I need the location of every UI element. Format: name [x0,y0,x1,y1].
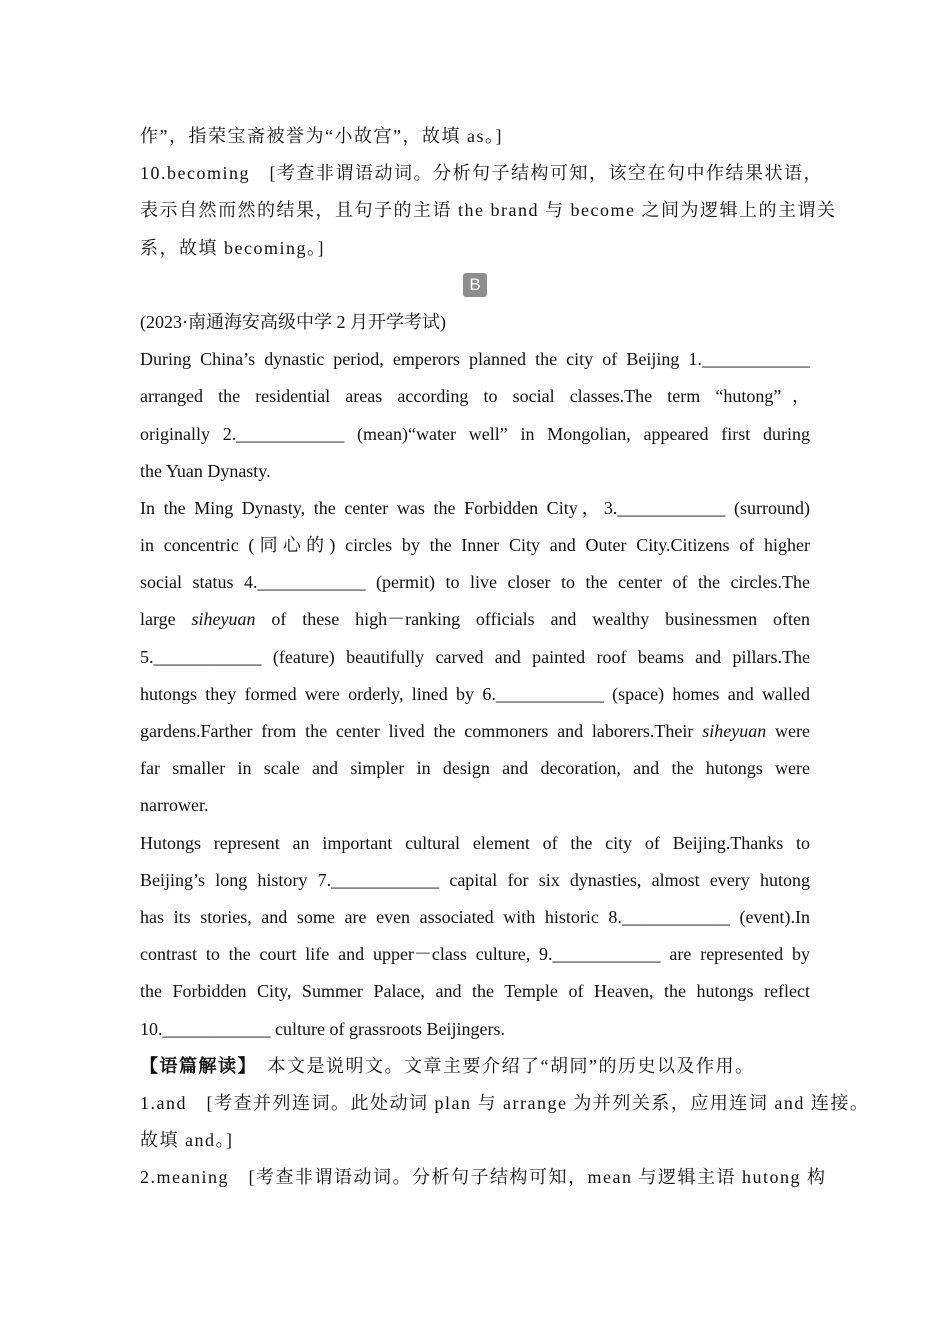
passage-line: has its stories, and some are even associated with historic 8.____________ (event).In [140,906,810,927]
passage-line: social status 4.____________ (permit) to live closer to the center of the circles.The [140,572,810,593]
passage-line: During China’s dynastic period, emperors planned the city of Beijing 1.____________ [140,349,810,370]
passage-text: were [766,721,810,741]
answer-1-line-2: 故填 and。] [140,1130,234,1151]
passage-line: the Yuan Dynasty. [140,460,271,481]
passage-line: far smaller in scale and simpler in design and decoration, and the hutongs were [140,758,810,779]
passage-line: contrast to the court life and upper－class culture, 9.____________ are represented by [140,944,810,965]
passage-line: Hutongs represent an important cultural element of the city of Beijing.Thanks to [140,832,810,853]
passage-line: in concentric (同心的) circles by the Inner City and Outer City.Citizens of higher [140,535,810,556]
answer-10-line-3: 系，故填 becoming。] [140,237,325,258]
passage-line: the Forbidden City, Summer Palace, and the Temple of Heaven, the hutongs reflect [140,981,810,1002]
italic-term: siheyuan [702,721,767,741]
passage-line [140,713,810,750]
passage-text: large [140,609,192,630]
answer-10-line-2: 表示自然而然的结果，且句子的主语 the brand 与 become 之间为逻辑上的主谓关 [140,200,837,221]
source-line: (2023·南通海安高级中学 2 月开学考试) [140,311,446,332]
passage [140,341,810,1048]
answer-1-line-1: 1.and [考查并列连词。此处动词 plan 与 arrange 为并列关系，应用连词 and 连接。 [140,1092,870,1113]
passage-line: hutongs they formed were orderly, lined by 6.____________ (space) homes and walled [140,683,810,704]
passage-line: In the Ming Dynasty, the center was the Forbidden City，3.____________ (surround) [140,497,810,518]
passage-line: Beijing’s long history 7.____________ capital for six dynasties, almost every hutong [140,869,810,890]
passage-line: 10.____________ culture of grassroots Beijingers. [140,1018,505,1039]
passage-line: narrower. [140,795,209,816]
passage-line: arranged the residential areas according to social classes.The term “hutong”， [140,386,810,407]
passage-line [140,601,810,638]
document-page [140,118,870,1196]
passage-line: originally 2.____________ (mean)“water well” in Mongolian, appeared first during [140,423,810,444]
passage-text: of these high－ranking officials and wealthy businessmen often [255,609,810,630]
passage-text: gardens.Farther from the center lived the commoners and laborers.Their [140,721,703,741]
prev-answer-line: 作”，指荣宝斋被誉为“小故宫”，故填 as。] [140,126,503,146]
answer-2-line-1: 2.meaning [考查非谓语动词。分析句子结构可知，mean 与逻辑主语 hutong 构 [140,1167,827,1188]
analysis-line [140,1048,810,1085]
section-header [140,267,810,304]
section-badge: B [463,273,487,297]
passage-line: 5.____________ (feature) beautifully carved and painted roof beams and pillars.The [140,646,810,667]
analysis-text: 本文是说明文。文章主要介绍了“胡同”的历史以及作用。 [248,1055,755,1076]
italic-term: siheyuan [191,609,256,630]
analysis-label: 【语篇解读】 [140,1055,248,1076]
answer-10-line-1: 10.becoming [考查非谓语动词。分析句子结构可知，该空在句中作结果状语， [140,163,823,184]
